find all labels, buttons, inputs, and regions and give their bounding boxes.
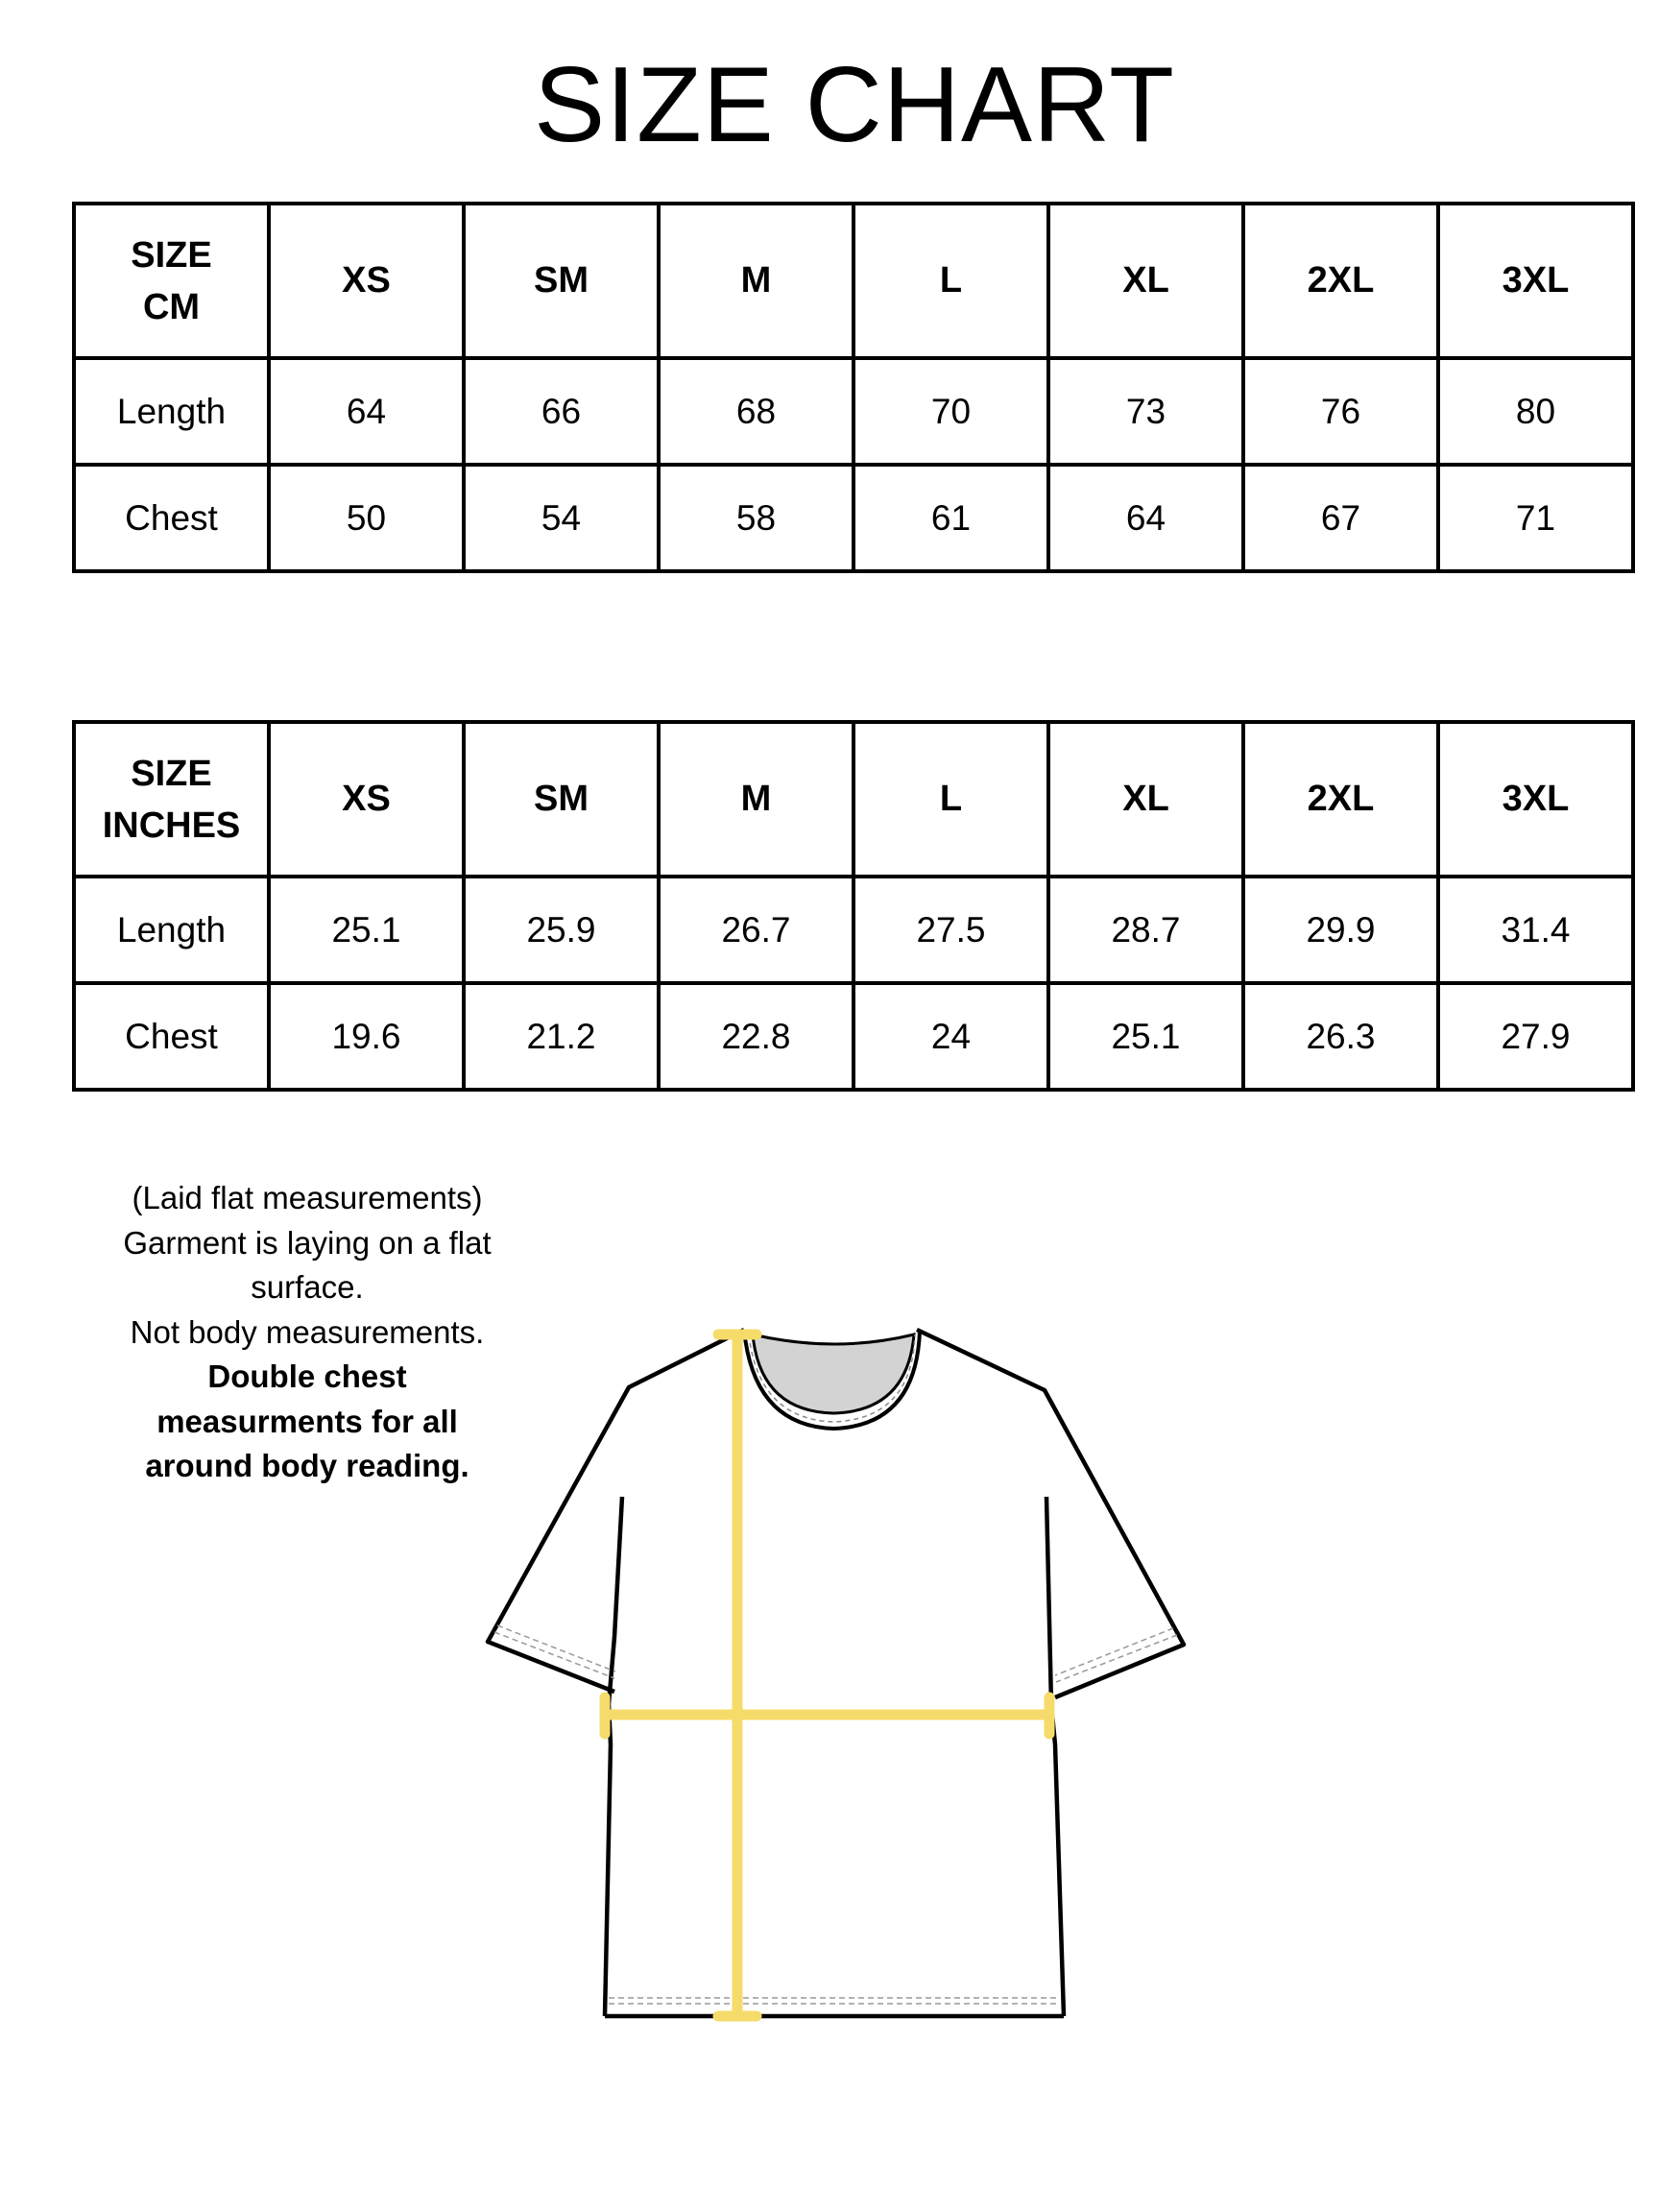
table-cell: 25.1 (269, 877, 464, 983)
table-cell: 58 (659, 465, 854, 571)
table-cell: 27.9 (1438, 983, 1633, 1090)
unit-label: CM (142, 286, 201, 327)
size-column-header: 2XL (1243, 722, 1438, 877)
table-cell: 26.7 (659, 877, 854, 983)
table-cell: 19.6 (269, 983, 464, 1090)
tshirt-outline (605, 1394, 1064, 2016)
table-cell: 50 (269, 465, 464, 571)
row-label: Length (74, 877, 269, 983)
table-cell: 54 (464, 465, 659, 571)
table-cell: 25.9 (464, 877, 659, 983)
table-cell: 67 (1243, 465, 1438, 571)
note-line: Not body measurements. (130, 1313, 485, 1350)
table-cell: 73 (1048, 358, 1243, 465)
table-cell: 31.4 (1438, 877, 1633, 983)
size-column-header: XS (269, 204, 464, 358)
table-cell: 21.2 (464, 983, 659, 1090)
size-column-header: 3XL (1438, 722, 1633, 877)
unit-label: INCHES (102, 805, 241, 846)
size-column-header: L (854, 204, 1048, 358)
table-cell: 70 (854, 358, 1048, 465)
sleeve-stitch (494, 1632, 614, 1678)
size-column-header: SM (464, 204, 659, 358)
size-column-header: XS (269, 722, 464, 877)
table-cell: 68 (659, 358, 854, 465)
size-column-header: L (854, 722, 1048, 877)
table-cell: 25.1 (1048, 983, 1243, 1090)
sleeve-stitch (1056, 1635, 1177, 1682)
size-column-header: XL (1048, 204, 1243, 358)
note-bold-line: around body reading. (145, 1448, 469, 1483)
table-cell: 24 (854, 983, 1048, 1090)
row-label: Chest (74, 983, 269, 1090)
table-cell: 22.8 (659, 983, 854, 1090)
table-cell: 28.7 (1048, 877, 1243, 983)
table-cell: 26.3 (1243, 983, 1438, 1090)
size-column-header: SM (464, 722, 659, 877)
table-cell: 66 (464, 358, 659, 465)
size-header-label: SIZE (131, 753, 212, 794)
size-column-header: M (659, 204, 854, 358)
sleeve-stitch (497, 1625, 615, 1671)
note-bold-line: measurments for all (156, 1403, 458, 1439)
table-cell: 64 (269, 358, 464, 465)
table-cell: 61 (854, 465, 1048, 571)
note-line: (Laid flat measurements) (132, 1180, 483, 1215)
sleeve-stitch (1055, 1628, 1173, 1675)
table-cell: 76 (1243, 358, 1438, 465)
table-cell: 64 (1048, 465, 1243, 571)
row-label: Chest (74, 465, 269, 571)
table-cell: 29.9 (1243, 877, 1438, 983)
size-column-header: 2XL (1243, 204, 1438, 358)
page-title: SIZE CHART (534, 45, 1175, 164)
size-column-header: XL (1048, 722, 1243, 877)
size-column-header: 3XL (1438, 204, 1633, 358)
table-cell: 71 (1438, 465, 1633, 571)
table-cell: 27.5 (854, 877, 1048, 983)
size-header-label: SIZE (131, 234, 212, 276)
note-line: Garment is laying on a flat (123, 1224, 492, 1261)
note-bold-line: Double chest (207, 1358, 407, 1394)
note-line: surface. (251, 1269, 364, 1305)
size-column-header: M (659, 722, 854, 877)
row-label: Length (74, 358, 269, 465)
table-cell: 80 (1438, 358, 1633, 465)
